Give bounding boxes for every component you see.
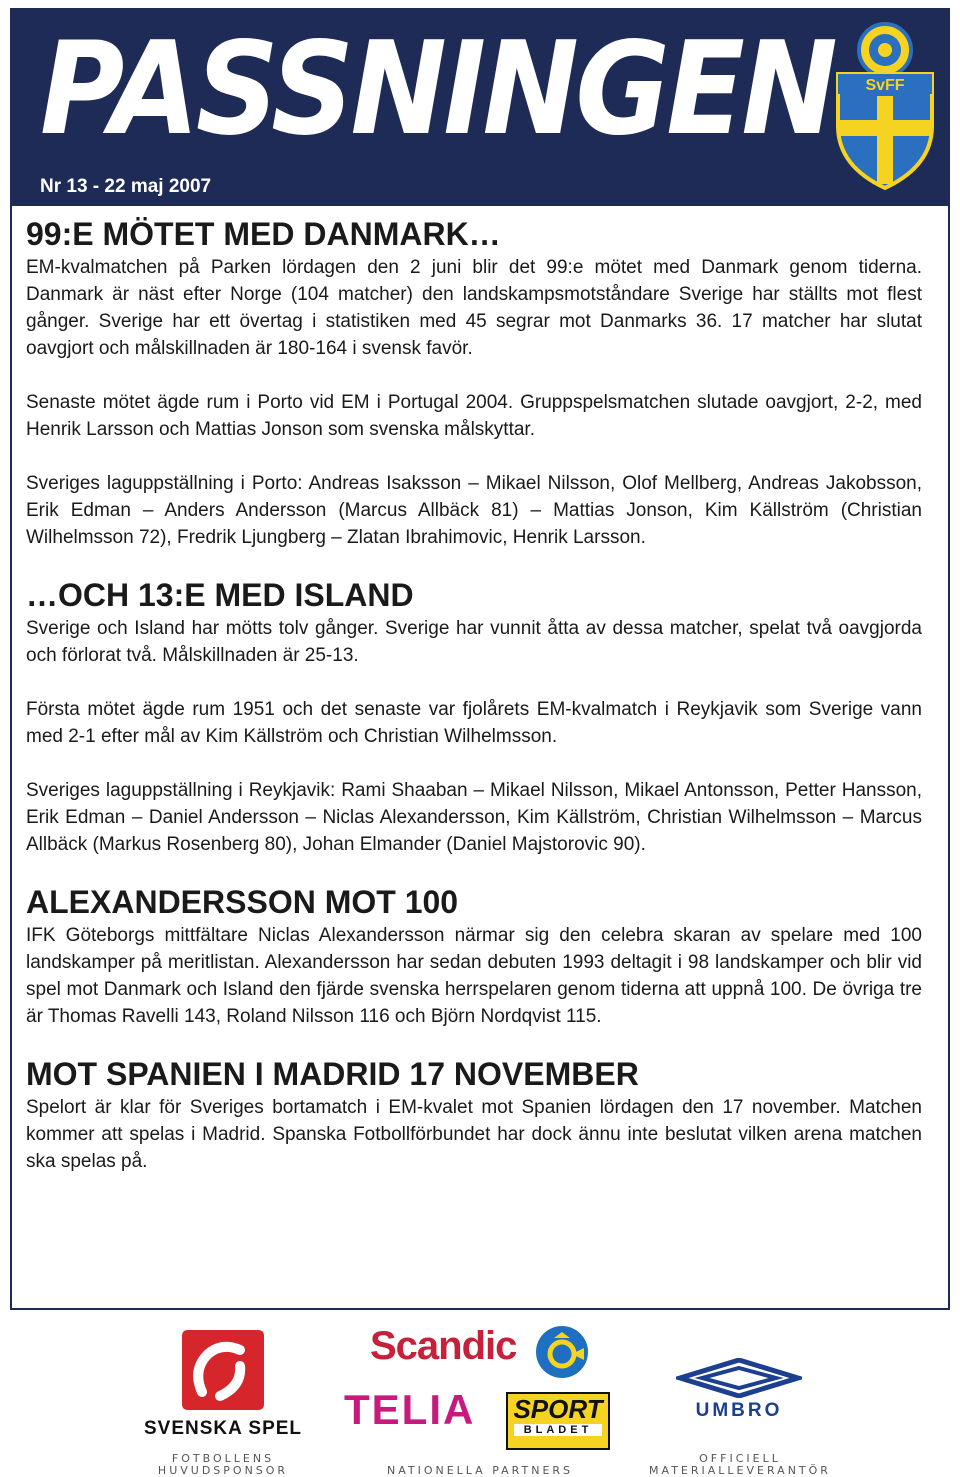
posten-horn-icon (534, 1324, 590, 1380)
article-paragraph: Första mötet ägde rum 1951 och det senaste var fjolårets EM-kvalmatch i Reykjavik som Sverige vann med 2-1 efter mål av Kim Källström och Christian Wilhelmsson. (26, 699, 922, 747)
sportbladet-sport: SPORT (513, 1394, 603, 1424)
article-paragraph: EM-kvalmatchen på Parken lördagen den 2 juni blir det 99:e mötet med Danmark genom tiderna. Danmark är näst efter Norge (104 matcher) den landskampsmotståndare Sverige har ställts mot flest gånger. Sverige har ett övertag i statistiken med 45 segrar mot Danmarks 36. 17 matcher har slutat oavgjort och målskillnaden är 180-164 i svensk favör. (26, 257, 922, 359)
article-paragraph: Sverige och Island har mötts tolv gånger. Sverige har vunnit åtta av dessa matcher, spelat två oavgjorda och förlorat två. Målskillnaden är 25-13. (26, 618, 922, 666)
scandic-logo: Scandic (370, 1324, 517, 1368)
article-title: 99:E MÖTET MED DANMARK… (26, 216, 501, 252)
sportbladet-logo (506, 1392, 610, 1450)
article-content (26, 214, 922, 1175)
crest-label: SvFF (865, 77, 905, 94)
svenska-spel-caption: HUVUDSPONSOR (157, 1464, 289, 1477)
article-denmark (26, 214, 922, 551)
article-paragraph: Senaste mötet ägde rum i Porto vid EM i Portugal 2004. Gruppspelsmatchen slutade oavgjort, 2-2, med Henrik Larsson och Mattias Jonson som svenska målskyttar. (26, 392, 922, 440)
article-paragraph: Spelort är klar för Sveriges bortamatch i EM-kvalet mot Spanien lördagen den 17 november. Matchen kommer att spelas i Madrid. Spanska Fotbollförbundet har dock ännu inte beslutat vilken arena matchen ska spelas på. (26, 1097, 922, 1172)
article-title: MOT SPANIEN I MADRID 17 NOVEMBER (26, 1056, 639, 1092)
sportbladet-bladet: BLADET (514, 1424, 602, 1436)
article-title: …OCH 13:E MED ISLAND (26, 577, 414, 613)
umbro-caption: MATERIALLEVERANTÖR (649, 1464, 831, 1477)
article-iceland (26, 575, 922, 858)
umbro-wordmark: UMBRO (695, 1400, 783, 1421)
svenska-spel-logo-icon (178, 1326, 268, 1414)
article-spain (26, 1054, 922, 1175)
article-paragraph: Sveriges laguppställning i Porto: Andreas Isaksson – Mikael Nilsson, Olof Mellberg, Andreas Jakobsson, Erik Edman – Anders Andersson (Marcus Allbäck 81) – Mattias Jonson, Kim Källström (Christian Wilhelmsson 72), Fredrik Ljungberg – Zlatan Ibrahimovic, Henrik Larsson. (26, 473, 922, 548)
umbro-caption: OFFICIELL (699, 1452, 781, 1465)
article-paragraph: Sveriges laguppställning i Reykjavik: Rami Shaaban – Mikael Nilsson, Mikael Antonsson, Petter Hansson, Erik Edman – Daniel Andersson – Niclas Alexandersson, Kim Källström, Christian Wilhelmsson – Marcus Allbäck (Markus Rosenberg 80), Johan Elmander (Daniel Majstorovic 90). (26, 780, 922, 855)
svenska-spel-wordmark: SVENSKA SPEL (143, 1418, 303, 1439)
article-paragraph: IFK Göteborgs mittfältare Niclas Alexandersson närmar sig den celebra skaran av spelare med 100 landskamper på meritlistan. Alexandersson har sedan debuten 1993 deltagit i 98 landskamper och blir vid spel mot Danmark och Island den fjärde svenska herrspelaren genom tiderna att uppnå 100. De övriga tre är Thomas Ravelli 143, Roland Nilsson 116 och Björn Nordqvist 115. (26, 925, 922, 1027)
umbro-diamond-icon (676, 1358, 802, 1398)
article-alexandersson (26, 882, 922, 1030)
telia-logo: TELIA (344, 1386, 476, 1433)
svenska-spel-caption: FOTBOLLENS (171, 1452, 275, 1465)
svff-crest-icon (832, 16, 938, 192)
header-banner (12, 10, 948, 206)
partners-caption: NATIONELLA PARTNERS (386, 1464, 574, 1477)
issue-date: Nr 13 - 22 maj 2007 (40, 176, 212, 197)
article-title: ALEXANDERSSON MOT 100 (26, 884, 459, 920)
masthead-title: PASSNINGEN (40, 15, 835, 164)
sponsor-footer (0, 1318, 960, 1475)
